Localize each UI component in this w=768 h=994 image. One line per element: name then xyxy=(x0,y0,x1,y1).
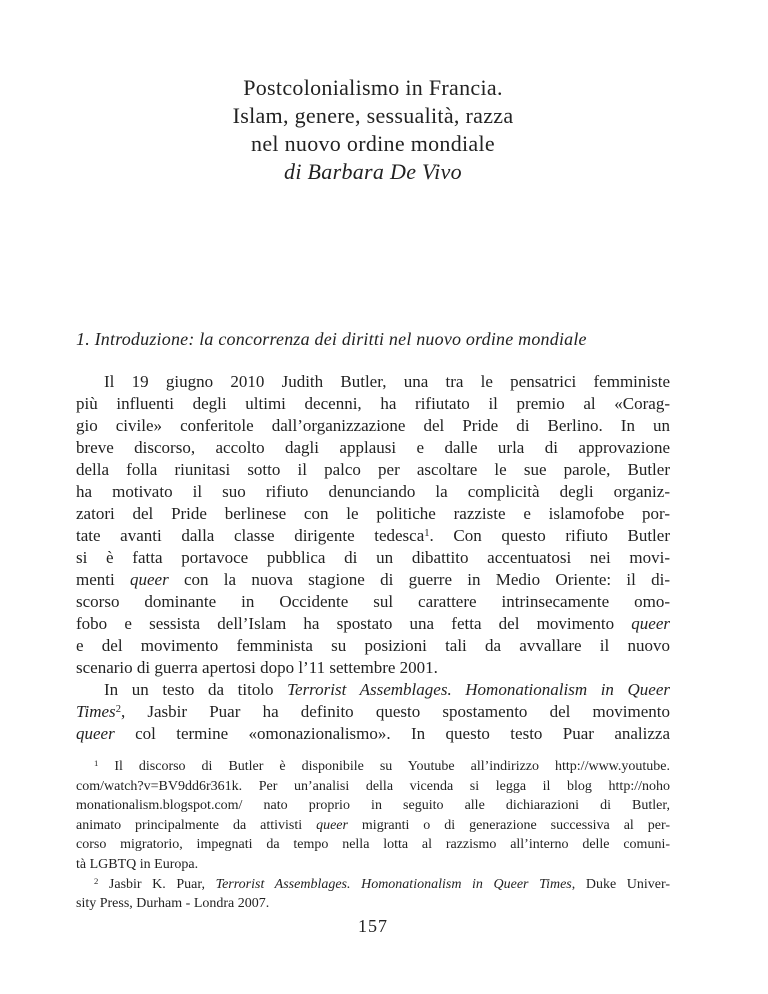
body-line xyxy=(76,723,670,745)
text-run: zatori del Pride berlinese con le politiche razziste e islamofobe por- xyxy=(76,504,670,523)
body-line xyxy=(76,393,670,415)
footnote-reference: 1 xyxy=(424,528,430,540)
text-run: com/watch?v=BV9dd6r361k. Per un’analisi della vicenda si legga il blog http://noho xyxy=(76,778,670,794)
text-run: , Duke Univer- xyxy=(571,876,671,892)
section-heading: 1. Introduzione: la concorrenza dei diritti nel nuovo ordine mondiale xyxy=(76,329,587,349)
text-run: tà LGBTQ in Europa. xyxy=(76,856,199,872)
text-run: menti xyxy=(76,570,130,589)
text-run: si è fatta portavoce pubblica di un dibattito accentuatosi nei movi- xyxy=(76,548,670,567)
text-run: col termine «omonazionalismo». In questo testo Puar analizza xyxy=(114,724,670,743)
body-line xyxy=(76,525,670,547)
body-line xyxy=(76,679,670,701)
footnote-line xyxy=(76,835,670,855)
text-run: gio civile» conferitole dall’organizzazione del Pride di Berlino. In un xyxy=(76,416,670,435)
footnote-line xyxy=(76,894,670,914)
footnote-reference: 2 xyxy=(94,875,99,886)
body-line xyxy=(76,657,670,679)
text-run: scenario di guerra apertosi dopo l’11 settembre 2001. xyxy=(76,658,438,677)
text-run: con la nuova stagione di guerre in Medio Oriente: il di- xyxy=(168,570,670,589)
text-run: queer xyxy=(316,817,348,833)
page-number: 157 xyxy=(358,916,388,936)
text-run: queer xyxy=(631,614,670,633)
text-run: fobo e sessista dell’Islam ha spostato una fetta del movimento xyxy=(76,614,632,633)
article-title-line-2: Islam, genere, sessualità, razza xyxy=(232,103,514,128)
footnote-line xyxy=(76,757,670,777)
body-line xyxy=(76,547,670,569)
body-line xyxy=(76,437,670,459)
text-run: Terrorist Assemblages. Homonationalism in Queer Times xyxy=(215,876,572,892)
text-run: e del movimento femminista su posizioni tali da avvallare il nuovo xyxy=(76,636,670,655)
body-line xyxy=(76,569,670,591)
text-run: più influenti degli ultimi decenni, ha rifiutato il premio al «Corag- xyxy=(76,394,670,413)
article-title-line-3: nel nuovo ordine mondiale xyxy=(251,131,495,156)
text-run: Times xyxy=(76,702,116,721)
text-run: tate avanti dalla classe dirigente tedesca xyxy=(76,526,425,545)
body-line xyxy=(76,503,670,525)
text-run: ha motivato il suo rifiuto denunciando la complicità degli organiz- xyxy=(76,482,670,501)
body-line xyxy=(76,635,670,657)
text-run: della folla riunitasi sotto il palco per ascoltare le sue parole, Butler xyxy=(76,460,670,479)
text-run: Jasbir K. Puar, xyxy=(98,876,216,892)
footnote-line xyxy=(76,855,670,875)
text-run: corso migratorio, impegnati da tempo nella lotta al razzismo all’interno delle comuni- xyxy=(76,837,670,853)
text-run: animato principalmente da attivisti xyxy=(76,817,317,833)
body-line xyxy=(76,371,670,393)
footnote-line xyxy=(76,875,670,895)
body-line xyxy=(76,481,670,503)
footnote-reference: 1 xyxy=(94,758,99,769)
text-run: queer xyxy=(130,570,169,589)
article-title-block xyxy=(76,74,670,186)
article-title-line-1: Postcolonialismo in Francia. xyxy=(243,75,503,100)
text-run: Il discorso di Butler è disponibile su Youtube all’indirizzo http://www.youtube. xyxy=(98,759,670,774)
body-line xyxy=(76,459,670,481)
text-run: Terrorist Assemblages. Homonationalism in Queer xyxy=(287,680,670,699)
footnote-line xyxy=(76,816,670,836)
text-run: monationalism.blogspot.com/ nato proprio in seguito alle dichiarazioni di Butler, xyxy=(76,798,670,814)
body-line xyxy=(76,591,670,613)
body-line xyxy=(76,415,670,437)
body-text xyxy=(76,371,670,745)
author-byline: di Barbara De Vivo xyxy=(284,159,462,184)
text-run: queer xyxy=(76,724,115,743)
footnote-reference: 2 xyxy=(115,704,121,716)
footnote-line xyxy=(76,796,670,816)
body-line xyxy=(76,701,670,723)
text-run: sity Press, Durham - Londra 2007. xyxy=(76,896,270,912)
body-line xyxy=(76,613,670,635)
text-run: , Jasbir Puar ha definito questo spostamento del movimento xyxy=(120,702,670,721)
text-run: . Con questo rifiuto Butler xyxy=(429,526,670,545)
text-run: breve discorso, accolto dagli applausi e dalle urla di approvazione xyxy=(76,438,670,457)
footnotes-block xyxy=(76,757,670,914)
text-run: Il 19 giugno 2010 Judith Butler, una tra le pensatrici femministe xyxy=(104,372,670,391)
text-run: In un testo da titolo xyxy=(104,680,288,699)
text-run: migranti o di generazione successiva al per- xyxy=(347,817,670,833)
text-run: scorso dominante in Occidente sul carattere intrinsecamente omo- xyxy=(76,592,670,611)
footnote-line xyxy=(76,777,670,797)
